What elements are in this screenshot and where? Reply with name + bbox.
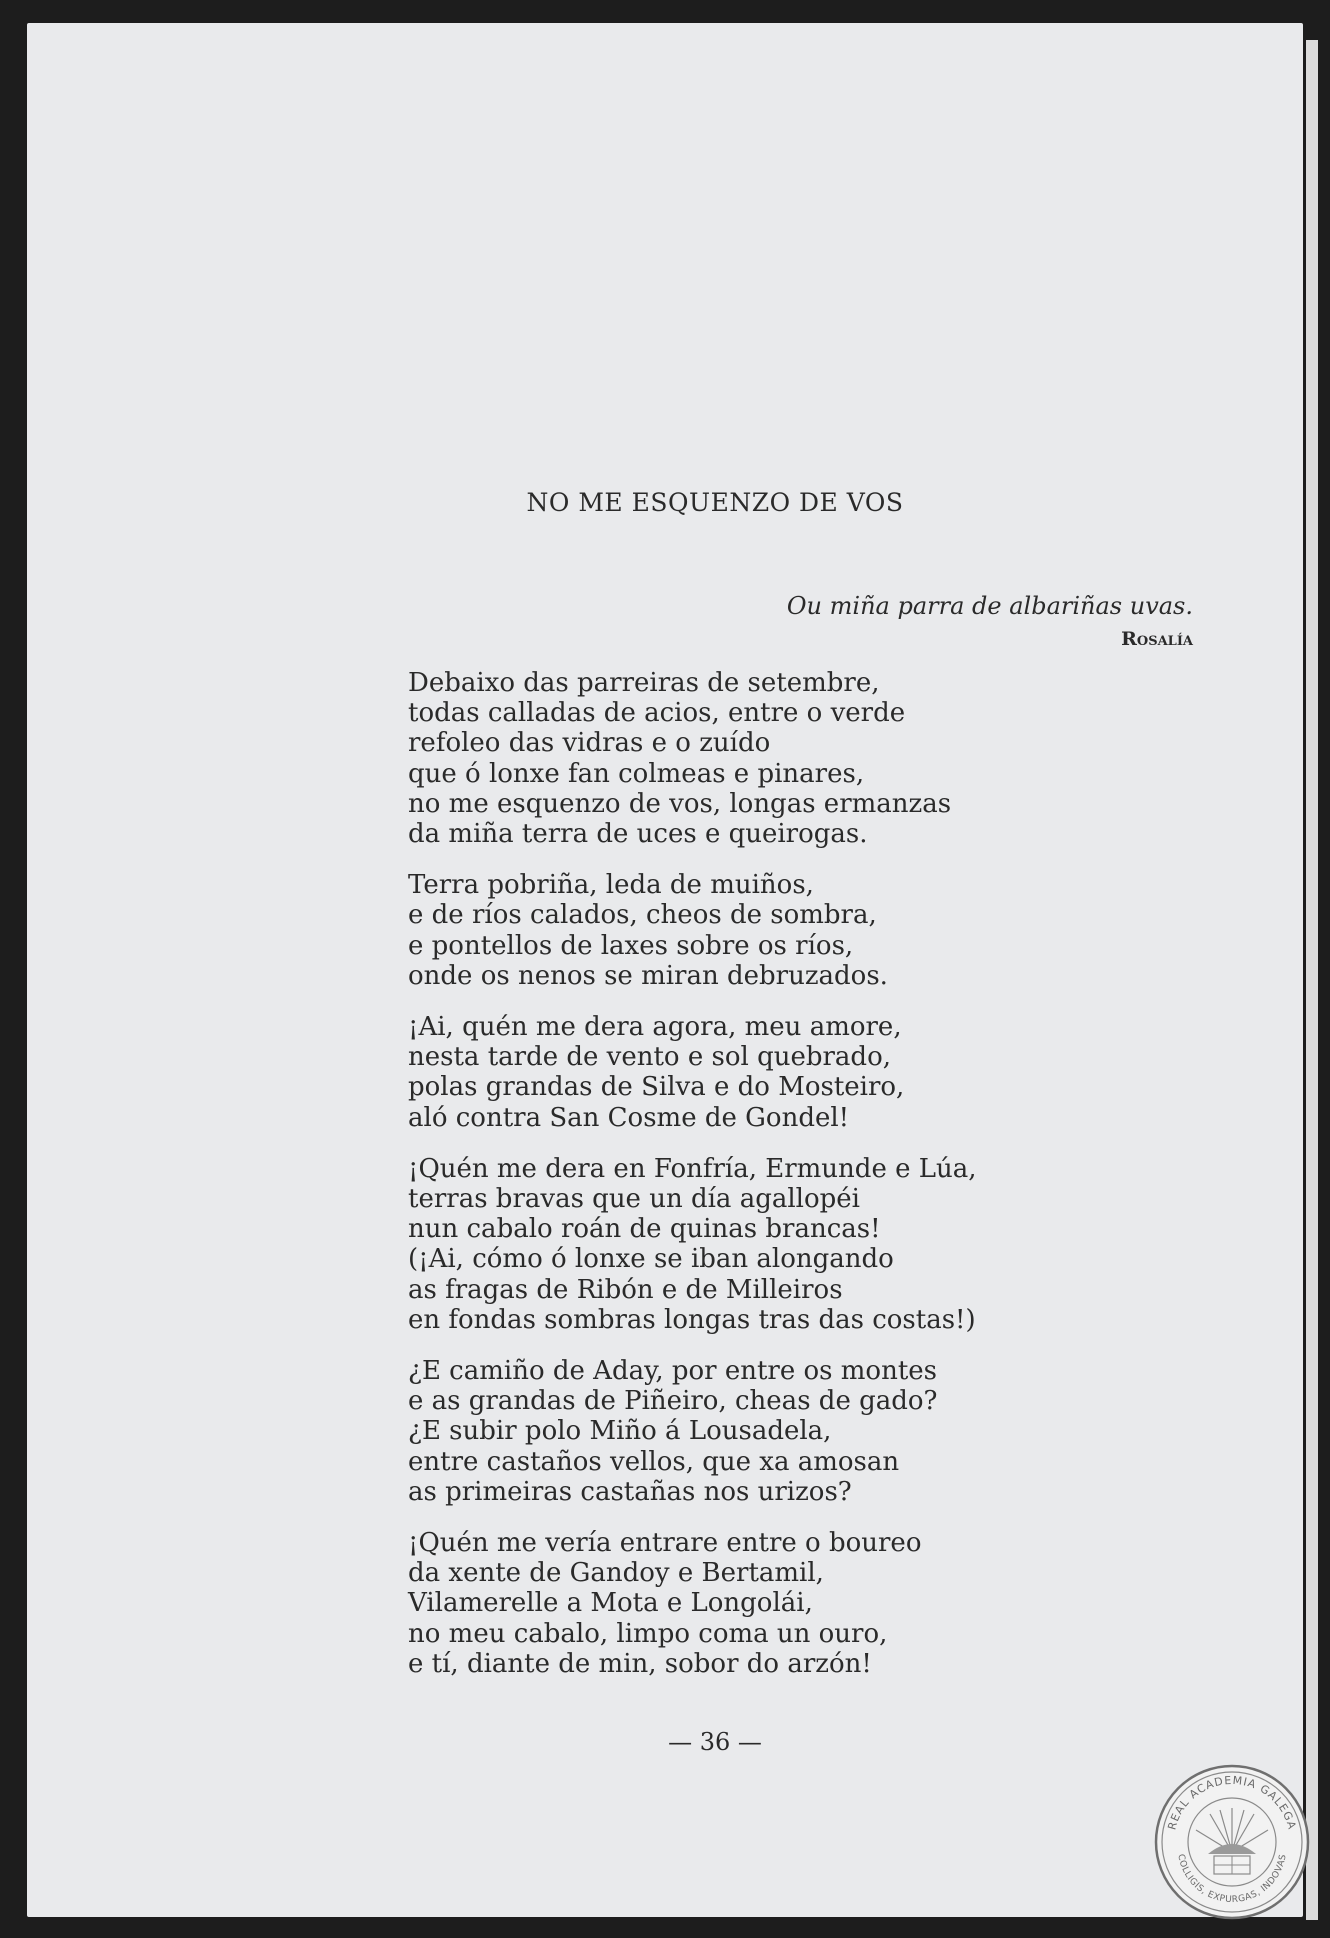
poem-line: Vilamerelle a Mota e Longolái, bbox=[408, 1588, 813, 1619]
poem-line: ¿E subir polo Miño á Lousadela, bbox=[408, 1416, 832, 1447]
poem-line: e pontellos de laxes sobre os ríos, bbox=[408, 930, 854, 961]
poem-line: terras bravas que un día agallopéi bbox=[408, 1184, 860, 1215]
poem-line: as fragas de Ribón e de Milleiros bbox=[408, 1274, 843, 1305]
poem-line: en fondas sombras longas tras das costas!) bbox=[408, 1304, 976, 1335]
poem-line: ¿E camiño de Aday, por entre os montes bbox=[408, 1356, 938, 1387]
page-edge bbox=[1306, 40, 1318, 1920]
poem-line: ¡Quén me vería entrare entre o boureo bbox=[408, 1528, 922, 1559]
seal-bottom-text: COLLIGIS, EXPURGAS, INDOVAS bbox=[1175, 1853, 1289, 1906]
poem-body bbox=[408, 668, 1168, 1700]
page-number: — 36 — bbox=[668, 1728, 762, 1756]
stanza bbox=[408, 1356, 1168, 1507]
poem-line: Terra pobriña, leda de muiños, bbox=[408, 870, 814, 901]
poem-line: ¡Quén me dera en Fonfría, Ermunde e Lúa, bbox=[408, 1153, 977, 1184]
academy-seal-stamp bbox=[1152, 1762, 1312, 1922]
poem-line: ¡Ai, quén me dera agora, meu amore, bbox=[408, 1012, 902, 1043]
stanza bbox=[408, 668, 1168, 849]
stanza bbox=[408, 870, 1168, 991]
stanza bbox=[408, 1012, 1168, 1133]
epigraph: Ou miña parra de albariñas uvas. bbox=[786, 592, 1193, 620]
poem-line: no meu cabalo, limpo coma un ouro, bbox=[408, 1618, 888, 1649]
poem-line: da miña terra de uces e queirogas. bbox=[408, 819, 868, 850]
poem-line: e as grandas de Piñeiro, cheas de gado? bbox=[408, 1386, 938, 1417]
poem-line: da xente de Gandoy e Bertamil, bbox=[408, 1558, 824, 1589]
poem-line: polas grandas de Silva e do Mosteiro, bbox=[408, 1072, 905, 1103]
poem-line: nesta tarde de vento e sol quebrado, bbox=[408, 1042, 891, 1073]
epigraph-author: Rosalía bbox=[1121, 628, 1193, 650]
poem-line: que ó lonxe fan colmeas e pinares, bbox=[408, 758, 865, 789]
seal-top-text: REAL ACADEMIA GALEGA bbox=[1165, 1773, 1299, 1832]
poem-line: (¡Ai, cómo ó lonxe se iban alongando bbox=[408, 1244, 894, 1275]
poem-line: nun cabalo roán de quinas brancas! bbox=[408, 1214, 881, 1245]
stanza bbox=[408, 1528, 1168, 1679]
poem-line: onde os nenos se miran debruzados. bbox=[408, 960, 888, 991]
poem-line: e tí, diante de min, sobor do arzón! bbox=[408, 1648, 872, 1679]
stanza bbox=[408, 1154, 1168, 1335]
poem-line: todas calladas de acios, entre o verde bbox=[408, 698, 906, 729]
poem-line: Debaixo das parreiras de setembre, bbox=[408, 668, 880, 698]
poem-line: as primeiras castañas nos urizos? bbox=[408, 1476, 852, 1507]
poem-title: NO ME ESQUENZO DE VOS bbox=[526, 488, 904, 517]
poem-line: no me esquenzo de vos, longas ermanzas bbox=[408, 788, 952, 819]
poem-line: e de ríos calados, cheos de sombra, bbox=[408, 900, 877, 931]
poem-line: refoleo das vidras e o zuído bbox=[408, 728, 771, 759]
poem-line: aló contra San Cosme de Gondel! bbox=[408, 1102, 850, 1133]
poem-line: entre castaños vellos, que xa amosan bbox=[408, 1446, 900, 1477]
